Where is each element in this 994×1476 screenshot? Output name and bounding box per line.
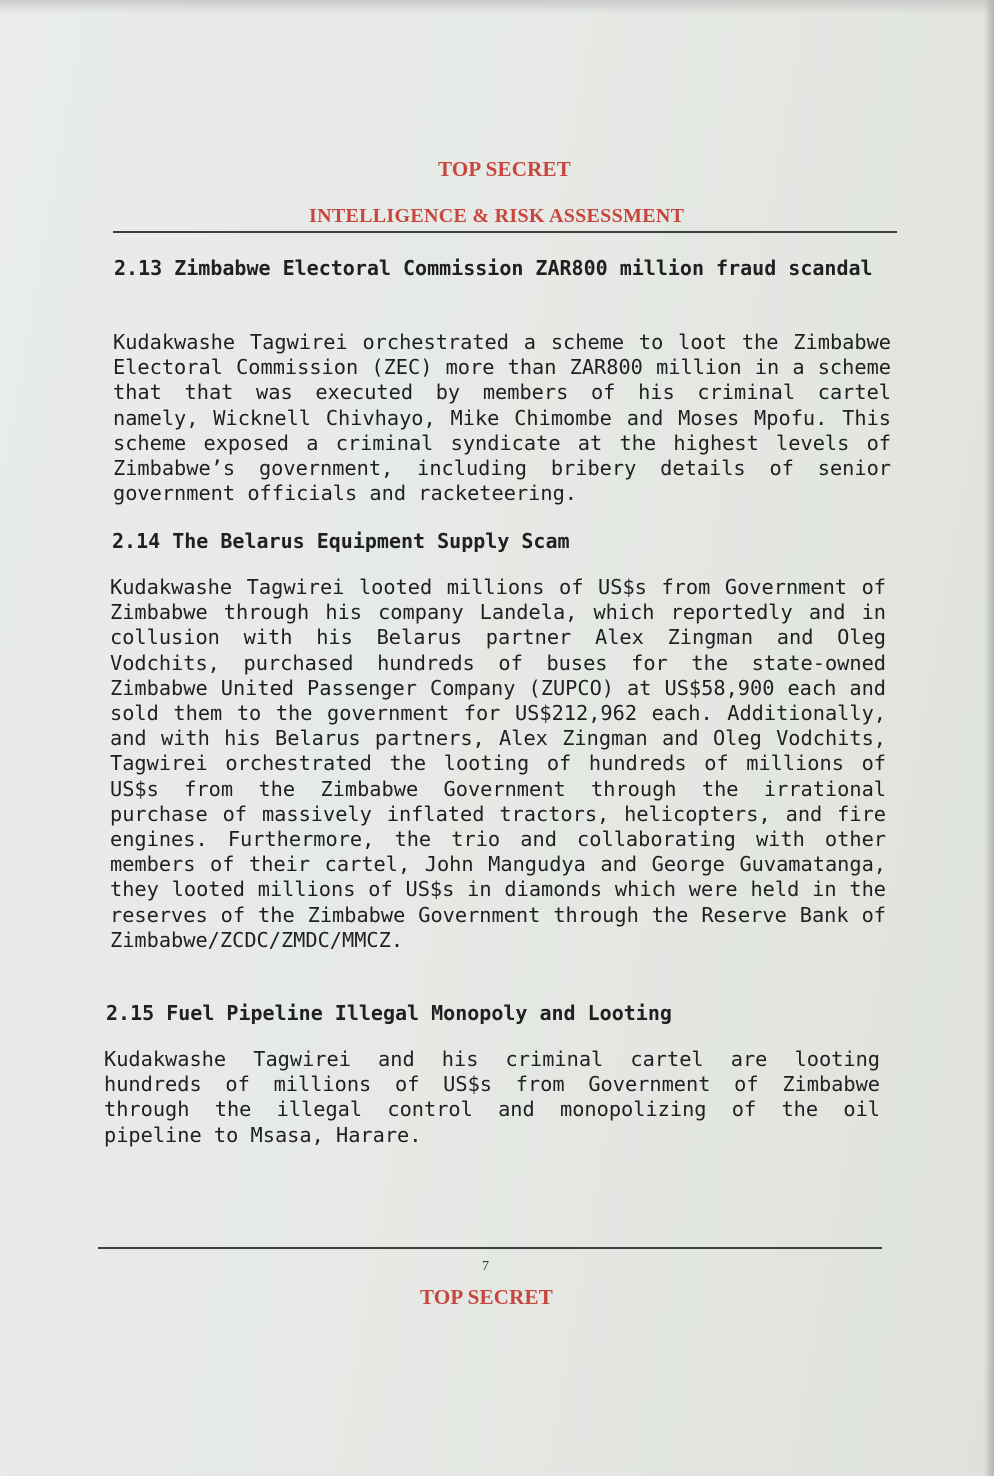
page-number: 7 — [482, 1259, 489, 1274]
section-body-2-14: Kudakwashe Tagwirei looted millions of US$s from Government of Zimbabwe through his company Landela, which reportedly and in collusion with his Belarus partner Alex Zingman and Oleg Vodchits, purchased hundreds of buses for the state-owned Zimbabwe United Passenger Company (ZUPCO) at US$58,900 each and sold them to the government for US$212,962 each. Additionally, and with his Belarus partners, Alex Zingman and Oleg Vodchits, Tagwirei orchestrated the looting of hundreds of millions of US$s from the Zimbabwe Government through the irrational purchase of massively inflated tractors, helicopters, and fire engines. Furthermore, the trio and collaborating with other members of their cartel, John Mangudya and George Guvamatanga, they looted millions of US$s in diamonds which were held in the reserves of the Zimbabwe Government through the Reserve Bank of Zimbabwe/ZCDC/ZMDC/MMCZ. — [110, 575, 886, 952]
header-rule — [113, 231, 897, 233]
section-heading-2-15: 2.15 Fuel Pipeline Illegal Monopoly and Looting — [106, 1001, 672, 1025]
section-body-2-13: Kudakwashe Tagwirei orchestrated a scheme to loot the Zimbabwe Electoral Commission (ZEC) more than ZAR800 million in a scheme that that was executed by members of his criminal cartel namely, Wicknell Chivhayo, Mike Chimombe and Moses Mpofu. This scheme exposed a criminal syndicate at the highest levels of Zimbabwe’s government, including bribery details of senior government officials and racketeering. — [113, 330, 891, 506]
header-classification-marking: TOP SECRET — [438, 157, 571, 181]
paper-shadow-right — [984, 0, 994, 1476]
section-body-2-15: Kudakwashe Tagwirei and his criminal cartel are looting hundreds of millions of US$s from Government of Zimbabwe through the illegal control and monopolizing of the oil pipeline to Msasa, Harare. — [104, 1047, 880, 1147]
footer-classification-marking: TOP SECRET — [420, 1285, 553, 1309]
section-heading-2-14: 2.14 The Belarus Equipment Supply Scam — [112, 529, 570, 553]
header-subtitle: INTELLIGENCE & RISK ASSESSMENT — [309, 205, 685, 227]
section-heading-2-13: 2.13 Zimbabwe Electoral Commission ZAR800 million fraud scandal — [114, 256, 873, 280]
footer-rule — [98, 1247, 882, 1249]
paper-shadow-top — [0, 0, 994, 14]
